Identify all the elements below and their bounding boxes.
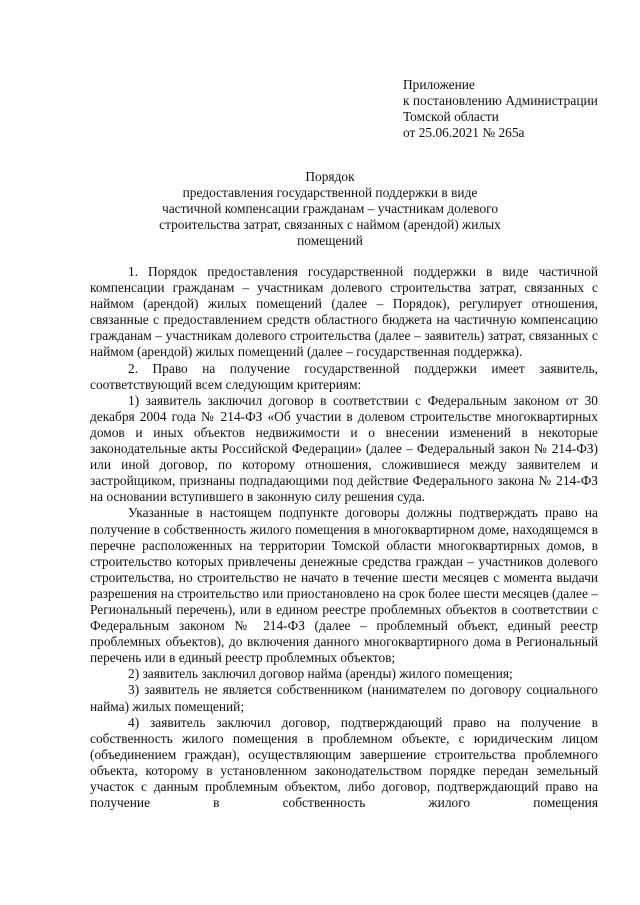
criterion-4: 4) заявитель заключил договор, подтверждающий право на получение в собственность жилого помещения в проблемном объекте, с юридическим лицом (объединением граждан), осуществляющим завершение строительства проблемного объекта, которому в установленном законодательством порядке передан земельный участок с данным проблемным объектом, либо договор, подтверждающий право на получение в собственность жилого помещения [90, 714, 598, 811]
appendix-line: Приложение [403, 77, 475, 92]
criterion-1-note: Указанные в настоящем подпункте договоры должны подтверждать право на получение в собственность жилого помещения в многоквартирном доме, находящемся в перечне расположенных на территории Томской области многоквартирных домов, в строительство которых привлечены денежные средства граждан – участников долевого строительства, но строительство не начато в течение шести месяцев с момента выдачи разрешения на строительство или приостановлено на срок более шести месяцев (далее – Региональный перечень), или в едином реестре проблемных объектов в соответствии с Федеральным законом № 214-ФЗ (далее – проблемный объект, единый реестр проблемных объектов), до включения данного многоквартирного дома в Региональный перечень или в единый реестр проблемных объектов; [90, 505, 598, 666]
criterion-1: 1) заявитель заключил договор в соответствии с Федеральным законом от 30 декабря 2004 года № 214-ФЗ «Об участии в долевом строительстве многоквартирных домов и иных объектов недвижимости и о внесении изменений в некоторые законодательные акты Российской Федерации» (далее – Федеральный закон № 214-ФЗ) или иной договор, по которому отношения, сложившиеся между заявителем и застройщиком, признаны подпадающими под действие Федерального закона № 214-ФЗ на основании вступившего в законную силу решения суда. [90, 392, 598, 505]
appendix-line: к постановлению Администрации [403, 93, 598, 108]
document-body [90, 264, 598, 811]
title-heading: Порядок [305, 169, 355, 184]
paragraph-2: 2. Право на получение государственной поддержки имеет заявитель, соответствующий всем следующим критериям: [90, 360, 598, 392]
paragraph-1: 1. Порядок предоставления государственной поддержки в виде частичной компенсации гражданам – участникам долевого строительства затрат, связанных с наймом (арендой) жилых помещений (далее – Порядок), регулирует отношения, связанные с предоставлением средств областного бюджета на частичную компенсацию гражданам – участникам долевого строительства (далее – заявитель) затрат, связанных с наймом (арендой) жилых помещений (далее – государственная поддержка). [90, 264, 598, 360]
criterion-2: 2) заявитель заключил договор найма (аренды) жилого помещения; [128, 666, 513, 682]
title-line: предоставления государственной поддержки в виде [182, 185, 478, 200]
appendix-block [403, 77, 633, 141]
document-title [140, 169, 520, 249]
appendix-date-number: от 25.06.2021 № 265а [403, 125, 525, 140]
title-line: строительства затрат, связанных с наймом (арендой) жилых [159, 217, 501, 232]
title-line: частичной компенсации гражданам – участникам долевого [161, 201, 499, 216]
criterion-3: 3) заявитель не является собственником (нанимателем по договору социального найма) жилых помещений; [90, 682, 598, 714]
title-line: помещений [297, 233, 363, 248]
appendix-line: Томской области [403, 109, 499, 124]
